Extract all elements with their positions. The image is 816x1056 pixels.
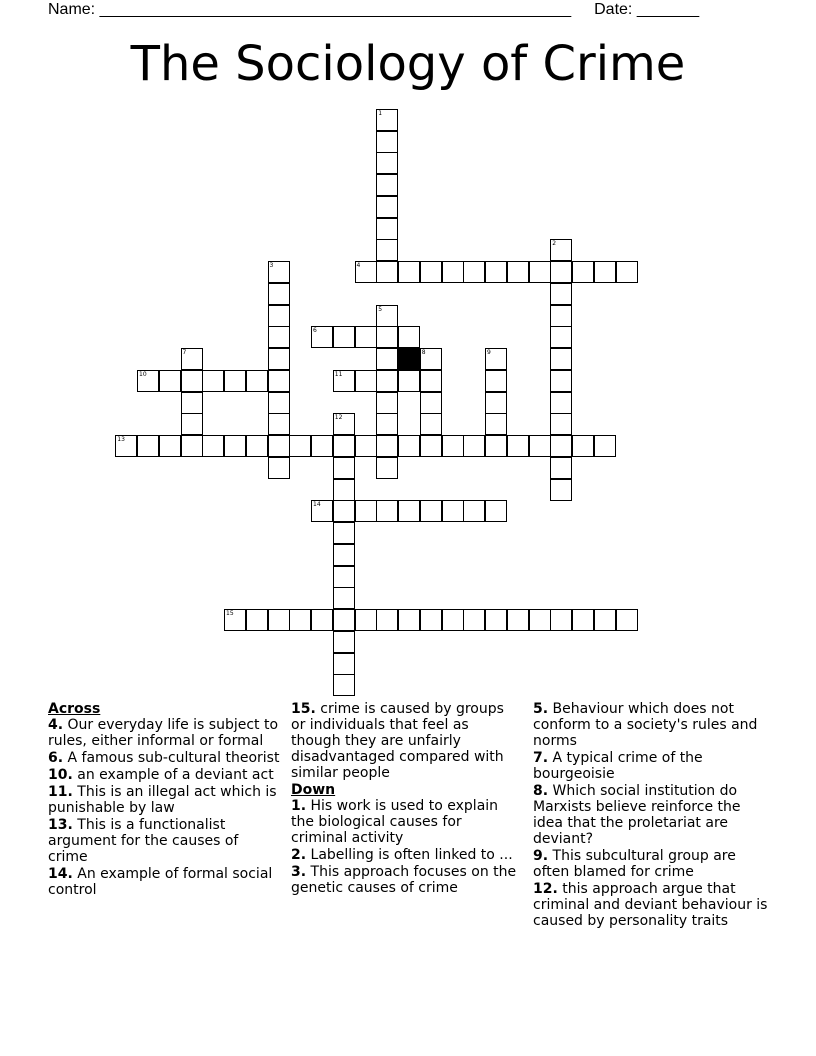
grid-cell[interactable] [376,261,398,283]
grid-cell[interactable] [376,413,398,435]
grid-cell[interactable] [616,609,638,631]
grid-cell[interactable] [550,348,572,370]
black-cell [398,348,420,370]
clues-column-1 [48,701,280,899]
clue-number: 2. [291,847,307,863]
grid-cell[interactable] [333,674,355,696]
grid-cell[interactable] [268,457,290,479]
cell-number: 9 [487,349,491,356]
grid-cell[interactable] [485,435,507,457]
clue-item [48,866,280,898]
cell-number: 10 [139,370,147,378]
clue-item [48,817,280,865]
grid-cell[interactable] [246,609,268,631]
cell-number: 1 [378,109,383,117]
clue-number: 5. [533,701,549,717]
grid-cell[interactable] [159,435,181,457]
clue-text: This is an illegal act which is punishable by law [48,784,277,816]
grid-cell[interactable] [550,413,572,435]
grid-cell[interactable] [311,609,333,631]
grid-cell[interactable] [289,435,311,457]
grid-cell[interactable] [115,435,137,457]
grid-cell[interactable] [398,435,420,457]
clue-number: 11. [48,784,73,800]
grid-cell[interactable] [376,500,398,522]
grid-cell[interactable] [246,370,268,392]
clue-number: 3. [291,864,307,880]
clue-text: this approach argue that criminal and deviant behaviour is caused by personality traits [533,881,768,929]
clue-number: 9. [533,848,549,864]
grid-cell[interactable] [529,435,551,457]
grid-cell[interactable] [420,500,442,522]
grid-cell[interactable] [442,609,464,631]
grid-cell[interactable] [572,435,594,457]
grid-cell[interactable] [268,370,290,392]
grid-cell[interactable] [376,196,398,218]
clue-text: Behaviour which does not conform to a society's rules and norms [533,701,758,749]
clues-column-2 [291,701,519,897]
clue-text: Which social institution do Marxists believe reinforce the idea that the proletariat are deviant? [533,783,741,847]
grid-cell[interactable] [420,370,442,392]
cell-number: 6 [313,327,317,335]
grid-cell[interactable] [333,326,355,348]
grid-cell[interactable] [355,326,377,348]
grid-cell[interactable] [355,261,377,283]
grid-cell[interactable] [529,609,551,631]
grid-cell[interactable] [181,435,203,457]
grid-cell[interactable] [442,500,464,522]
grid-cell[interactable] [333,500,355,522]
cell-number: 11 [334,370,343,378]
clue-item [291,847,519,863]
clue-item [533,848,773,880]
grid-cell[interactable] [355,435,377,457]
grid-cell[interactable] [594,609,616,631]
clue-text: This subcultural group are often blamed for crime [533,848,736,880]
clue-item [291,701,519,781]
grid-cell[interactable] [398,609,420,631]
grid-cell[interactable] [355,370,377,392]
grid-cell[interactable] [398,500,420,522]
clue-number: 6. [48,750,64,766]
grid-cell[interactable] [594,435,616,457]
grid-cell[interactable] [202,370,224,392]
grid-cell[interactable] [333,544,355,566]
clue-number: 1. [291,798,307,814]
grid-cell[interactable] [333,457,355,479]
clue-item [48,750,280,766]
grid-cell[interactable] [616,261,638,283]
grid-cell[interactable] [507,609,529,631]
grid-cell[interactable] [398,261,420,283]
grid-cell[interactable] [376,435,398,457]
grid-cell[interactable] [550,239,572,261]
grid-cell[interactable] [376,326,398,348]
clue-text: This approach focuses on the genetic causes of crime [291,864,517,896]
grid-cell[interactable] [355,500,377,522]
clue-text: crime is caused by groups or individuals that feel as though they are unfairly disadvantaged compared with similar people [291,701,504,781]
clue-text: An example of formal social control [48,866,273,898]
grid-cell[interactable] [289,609,311,631]
clue-text: His work is used to explain the biological causes for criminal activity [291,798,499,846]
grid-cell[interactable] [420,261,442,283]
clue-text: This is a functionalist argument for the causes of crime [48,817,239,865]
cell-number: 2 [552,240,557,248]
clue-number: 13. [48,817,73,833]
clue-text: an example of a deviant act [72,767,274,783]
grid-cell[interactable] [507,261,529,283]
grid-cell[interactable] [376,109,398,131]
grid-cell[interactable] [376,370,398,392]
cell-number: 3 [269,262,274,269]
grid-cell[interactable] [268,283,290,305]
clues-column-3 [533,701,773,930]
clue-text: A famous sub-cultural theorist [63,750,280,766]
grid-cell[interactable] [333,566,355,588]
grid-cell[interactable] [463,609,485,631]
grid-cell[interactable] [507,435,529,457]
grid-cell[interactable] [550,435,572,457]
grid-cell[interactable] [485,261,507,283]
grid-cell[interactable] [268,413,290,435]
grid-cell[interactable] [333,370,355,392]
grid-cell[interactable] [311,435,333,457]
clue-text: A typical crime of the bourgeoisie [533,750,703,782]
grid-cell[interactable] [594,261,616,283]
clue-item [291,798,519,846]
grid-cell[interactable] [420,609,442,631]
grid-cell[interactable] [442,435,464,457]
cell-number: 15 [226,610,234,617]
grid-cell[interactable] [268,326,290,348]
cell-number: 5 [378,305,383,313]
grid-cell[interactable] [398,326,420,348]
grid-cell[interactable] [181,348,203,370]
grid-cell[interactable] [311,326,333,348]
grid-cell[interactable] [333,609,355,631]
grid-cell[interactable] [420,413,442,435]
grid-cell[interactable] [333,653,355,675]
grid-cell[interactable] [268,392,290,414]
grid-cell[interactable] [376,239,398,261]
grid-cell[interactable] [485,500,507,522]
grid-cell[interactable] [376,174,398,196]
grid-cell[interactable] [268,305,290,327]
grid-cell[interactable] [376,348,398,370]
cell-number: 13 [117,436,125,443]
grid-cell[interactable] [333,479,355,501]
grid-cell[interactable] [529,261,551,283]
page-title: The Sociology of Crime [130,36,686,92]
grid-cell[interactable] [268,261,290,283]
grid-cell[interactable] [355,609,377,631]
grid-cell[interactable] [333,522,355,544]
grid-cell[interactable] [333,587,355,609]
clue-item [533,701,773,749]
grid-cell[interactable] [420,392,442,414]
grid-cell[interactable] [224,435,246,457]
grid-cell[interactable] [550,609,572,631]
grid-cell[interactable] [181,413,203,435]
grid-cell[interactable] [420,348,442,370]
clue-number: 12. [533,881,558,897]
grid-cell[interactable] [333,435,355,457]
clue-item [533,783,773,847]
cell-number: 12 [334,414,343,422]
grid-cell[interactable] [376,131,398,153]
grid-cell[interactable] [137,435,159,457]
grid-cell[interactable] [463,435,485,457]
clue-number: 14. [48,866,73,882]
grid-cell[interactable] [137,370,159,392]
clue-text: Our everyday life is subject to rules, either informal or formal [48,717,279,749]
grid-cell[interactable] [181,370,203,392]
grid-cell[interactable] [376,218,398,240]
grid-cell[interactable] [550,305,572,327]
grid-cell[interactable] [333,631,355,653]
grid-cell[interactable] [572,261,594,283]
grid-cell[interactable] [311,500,333,522]
clue-item [48,784,280,816]
clue-number: 8. [533,783,549,799]
name-label: Name: [48,1,96,18]
grid-cell[interactable] [202,435,224,457]
across-heading: Across [48,701,101,717]
grid-cell[interactable] [376,152,398,174]
grid-cell[interactable] [572,609,594,631]
grid-cell[interactable] [550,457,572,479]
grid-cell[interactable] [224,609,246,631]
clue-number: 15. [291,701,316,717]
grid-cell[interactable] [333,413,355,435]
clue-text: Labelling is often linked to ... [306,847,513,863]
clue-item [291,864,519,896]
grid-cell[interactable] [376,305,398,327]
clue-item [533,750,773,782]
grid-cell[interactable] [442,261,464,283]
down-heading: Down [291,782,336,798]
cell-number: 7 [182,349,187,356]
grid-cell[interactable] [181,392,203,414]
grid-cell[interactable] [485,413,507,435]
grid-cell[interactable] [159,370,181,392]
grid-cell[interactable] [398,370,420,392]
name-blank[interactable]: _____________________________________________________ [99,1,572,18]
grid-cell[interactable] [268,348,290,370]
cell-number: 8 [421,349,426,356]
clue-item [533,881,773,929]
grid-cell[interactable] [463,261,485,283]
grid-cell[interactable] [376,392,398,414]
clue-item [48,767,280,783]
clue-number: 7. [533,750,549,766]
clue-number: 4. [48,717,64,733]
clue-number: 10. [48,767,73,783]
cell-number: 14 [313,501,321,509]
grid-cell[interactable] [550,261,572,283]
grid-cell[interactable] [420,435,442,457]
grid-cell[interactable] [268,609,290,631]
grid-cell[interactable] [246,435,268,457]
grid-cell[interactable] [485,348,507,370]
grid-cell[interactable] [485,392,507,414]
grid-cell[interactable] [550,283,572,305]
clue-item [48,717,280,749]
grid-cell[interactable] [268,435,290,457]
grid-cell[interactable] [224,370,246,392]
grid-cell[interactable] [463,500,485,522]
grid-cell[interactable] [550,479,572,501]
grid-cell[interactable] [550,370,572,392]
grid-cell[interactable] [376,609,398,631]
date-blank[interactable]: _______ [636,1,700,18]
grid-cell[interactable] [550,326,572,348]
date-label: Date: [594,1,633,18]
grid-cell[interactable] [485,609,507,631]
grid-cell[interactable] [376,457,398,479]
cell-number: 4 [356,262,361,269]
grid-cell[interactable] [485,370,507,392]
grid-cell[interactable] [550,392,572,414]
